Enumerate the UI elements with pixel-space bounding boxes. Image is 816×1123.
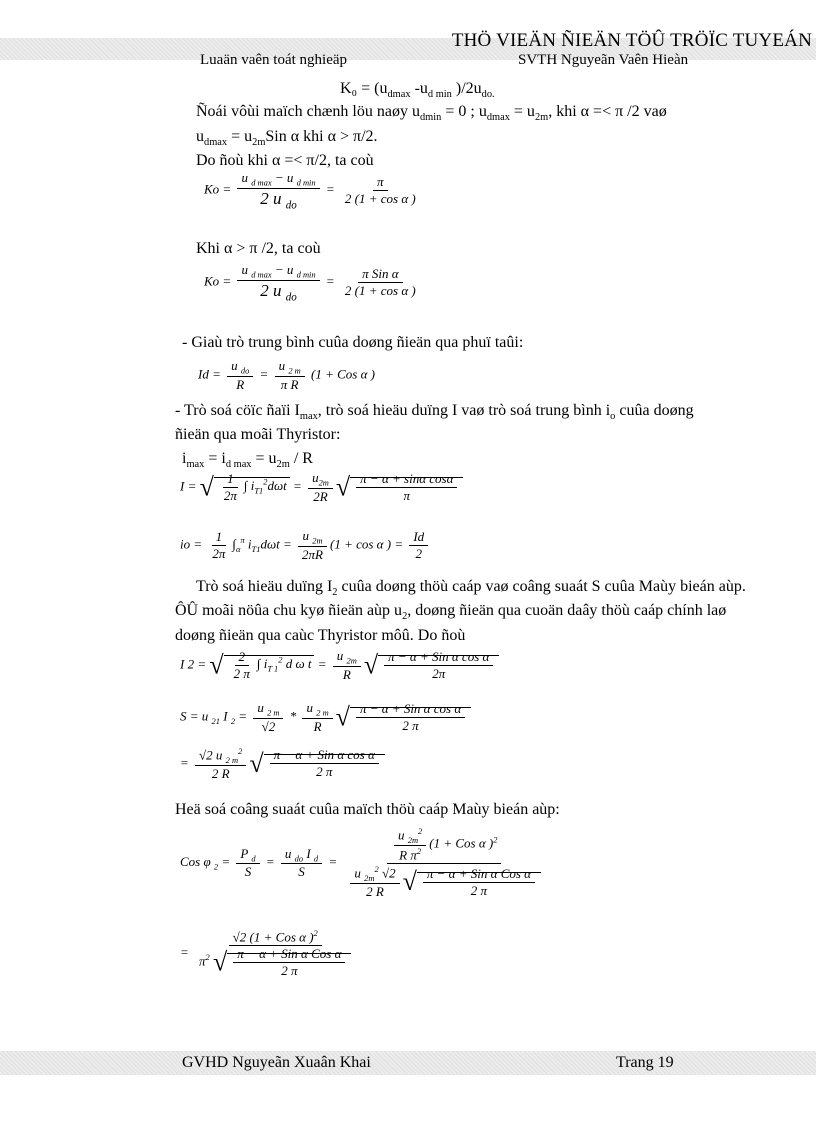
- equation-io: io = $\frac{1}{2\pi}$ $\int_\alpha^\pi$ $i_{T1}d\omega t$ = $\frac{u _{2m}}{2\pi R}$ (1 + cos α ) = $\frac{Id}{2}$: [180, 528, 431, 563]
- footer-banner: [0, 1051, 816, 1075]
- paragraph-2: Khi α > π /2, ta coù: [196, 240, 321, 257]
- paragraph-4-line-2: ñieän qua moãi Thyristor:: [175, 426, 341, 443]
- equation-ko-2: Ko = $\frac{u _{d max} - u _{d min}}{2 u _{do}}$ = $\frac{\text{π Sin α}}{\text{2 (1 + cos α )}}$: [204, 262, 416, 303]
- k0-definition: $K_0 = (u_{dmax}$ $-u_{d min}$ )$/2u_{do.}$: [340, 80, 495, 101]
- paragraph-4-line-1: - Trò soá cöïc ñaïi $I_{max}$, trò soá hieäu duïng I vaø trò soá trung bình $i_o$ cuûa doøng: [175, 402, 694, 423]
- paragraph-6: Heä soá coâng suaát cuûa maïch thöù caáp Maùy bieán aùp:: [175, 801, 560, 818]
- paragraph-1-line-3: Do ñoù khi α =< π/2, ta coù: [196, 152, 374, 169]
- student-name: SVTH Nguyeãn Vaên Hieàn: [518, 52, 689, 68]
- thesis-label: Luaän vaên toát nghieäp: [200, 52, 348, 68]
- advisor-name: GVHD Nguyeãn Xuaân Khai: [182, 1054, 371, 1071]
- equation-id: Id = $\frac{u _{do}}{R}$ = $\frac{u _{2 m}}{\text{π R}}$ (1 + Cos α ): [198, 358, 375, 392]
- equation-s: S = u $_{21}$ I $_2$ = $\frac{u _{2 m}}{√2}$ * $\frac{u _{2 m}}{R}$ √ $\frac{\text{π − α + Sin α cos α}}{2 \pi}$: [180, 700, 471, 735]
- equation-i-rms: I = √ $\frac{1}{2\pi}$ ∫ $i_{T1}^2d\omega t$ = $\frac{u_{2m}}{2R}$ √ $\frac{\text{π − α + sinα cosα}}{\pi}$: [180, 470, 463, 505]
- page-number: Trang 19: [616, 1054, 674, 1071]
- equation-s-simplified: = $\frac{√2 u _{2 m}^2}{2 R}$ √ $\frac{\text{π − α + Sin α cos α}}{2 \pi}$: [180, 746, 385, 782]
- equation-cos-phi: Cos φ $_2$ = $\frac{P _d}{S}$ = $\frac{u _{do} I _d}{S}$ = $\frac{u _{2m}^2}{R \pi^2}$ (1 + Cos α )$^2$ $\frac{u _{2m}^2 √2}{2 R}$ √ $\frac{\text{π − α + Sin α Cos α}}{2 \pi}$: [180, 826, 548, 900]
- equation-cos-phi-final: = √2 (1 + Cos α )$^2$ $\pi^2$ √ $\frac{\text{π − α + Sin α Cos α}}{2 \pi}$: [180, 928, 358, 979]
- equation-ko-1: Ko = $\frac{u _{d max} - u _{d min}}{2 u _{do}}$ = $\frac{\pi}{\text{2 (1 + cos α )}}$: [204, 170, 416, 211]
- library-watermark: THÖ VIEÄN ÑIEÄN TÖÛ TRÖÏC TUYEÁN: [451, 30, 812, 51]
- paragraph-5-line-1: Trò soá hieäu duïng $I_2$ cuûa doøng thöù caáp vaø coâng suaát S cuûa Maùy bieán aùp.: [196, 578, 746, 599]
- paragraph-5-line-3: doøng ñieän qua caùc Thyristor môû. Do ñoù: [175, 627, 466, 644]
- equation-i2: I 2 = √ $\frac{2}{2 \pi}$ ∫ $i_{T 1}^2$ d ω t = $\frac{u _{2m}}{R}$ √ $\frac{\text{π − α + Sin α cos α}}{2\pi}$: [180, 648, 499, 683]
- paragraph-1-line-2: $u_{dmax} = u_{2m}Sin$ α khi α > π/2.: [196, 128, 378, 149]
- paragraph-3: - Giaù trò trung bình cuûa doøng ñieän qua phuï taûi:: [182, 334, 524, 351]
- paragraph-5-line-2: ÔÛ moãi nöûa chu kyø ñieän aùp $u_2$, doøng ñieän qua cuoän daây thöù caáp chính laø: [175, 602, 727, 623]
- equation-imax: $i_{max} = i_{d max} = u_{2m} / R$: [182, 450, 313, 471]
- paragraph-1-line-1: Ñoái vôùi maïch chænh löu naøy $u_{dmin} = 0$ ; $u_{dmax} = u_{2m}$, khi α =< π /2 vaø: [196, 103, 667, 124]
